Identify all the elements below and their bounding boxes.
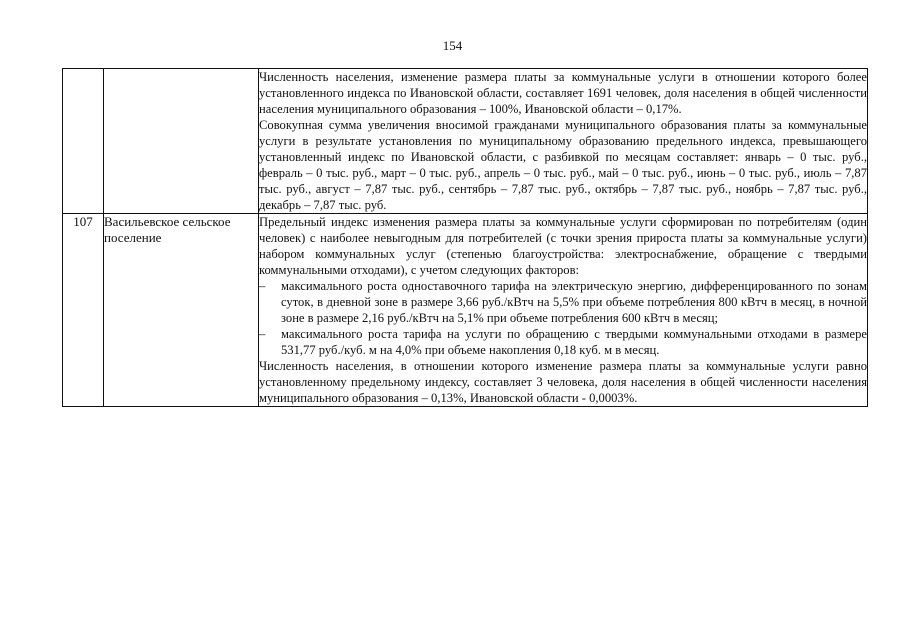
table-row <box>63 214 868 407</box>
dash-marker: – <box>259 327 266 341</box>
table-row <box>63 69 868 214</box>
monthly-sum-paragraph: Совокупная сумма увеличения вносимой гражданами муниципального образования платы за коммунальные услуги в результате установления по муниципальному образованию предельного индекса, превышающего установленный индекс по Ивановской области, с разбивкой по месяцам составляет: январь – 0 тыс. руб., февраль – 0 тыс. руб., март – 0 тыс. руб., апрель – 0 тыс. руб., май – 0 тыс. руб., июнь – 0 тыс. руб., июль – 7,87 тыс. руб., август – 7,87 тыс. руб., сентябрь – 7,87 тыс. руб., октябрь – 7,87 тыс. руб., ноябрь – 7,87 тыс. руб., декабрь – 7,87 тыс. руб. <box>259 118 867 212</box>
dash-marker: – <box>259 279 266 293</box>
description-cell <box>259 69 868 214</box>
list-item <box>259 278 867 326</box>
description-cell <box>259 214 868 407</box>
population-paragraph: Численность населения, изменение размера платы за коммунальные услуги в отношении которого более установленного индекса по Ивановской области, составляет 1691 человек, доля населения в общей численности населения муниципального образования – 100%, Ивановской области – 0,17%. <box>259 70 867 116</box>
data-table <box>62 68 868 407</box>
list-item-text: максимального роста тарифа на услуги по обращению с твердыми коммунальными отходами в размере 531,77 руб./куб. м на 4,0% при объеме накопления 0,18 куб. м в месяц. <box>281 327 867 357</box>
row-number-cell <box>63 69 104 214</box>
page-number: 154 <box>442 38 463 53</box>
list-item <box>259 326 867 358</box>
row-number-cell: 107 <box>63 214 104 407</box>
list-item-text: максимального роста одноставочного тарифа на электрическую энергию, дифференцированного по зонам суток, в дневной зоне в размере 3,66 руб./кВтч на 5,5% при объеме потребления 800 кВтч в месяц, в ночной зоне в размере 2,16 руб./кВтч на 5,1% при объеме потребления 600 кВтч в месяц; <box>281 279 867 325</box>
municipality-name-cell <box>104 69 259 214</box>
intro-paragraph: Предельный индекс изменения размера платы за коммунальные услуги сформирован по потребителям (один человек) с наиболее невыгодным для потребителей (с точки зрения прироста платы за коммунальные услуги) набором коммунальных услуг (степенью благоустройства: электроснабжение, обращение с твердыми коммунальными отходами), с учетом следующих факторов: <box>259 215 867 277</box>
closing-paragraph: Численность населения, в отношении которого изменение размера платы за коммунальные услуги равно установленному предельному индексу, составляет 3 человека, доля населения в общей численности населения муниципального образования – 0,13%, Ивановской области - 0,0003%. <box>259 359 867 405</box>
municipality-name-cell: Васильевское сельское поселение <box>104 214 259 407</box>
